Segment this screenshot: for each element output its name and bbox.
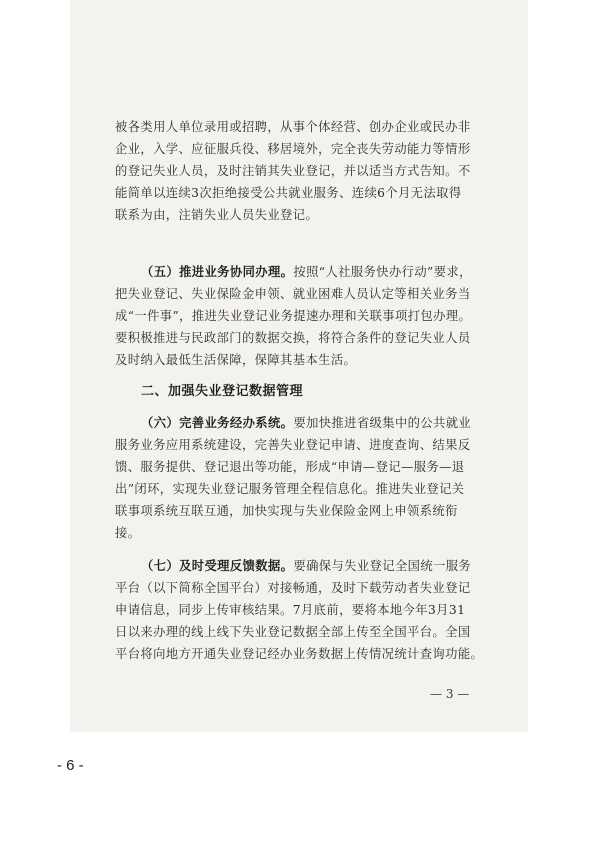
paragraph-3 <box>115 412 491 544</box>
outer-page-number: - 6 - <box>57 757 84 774</box>
text-line <box>115 412 491 434</box>
text-line: 出”闭环，实现失业登记服务管理全程信息化。推进失业登记关 <box>115 482 465 496</box>
text-line: 的登记失业人员，及时注销其失业登记，并以适当方式告知。不 <box>115 164 471 178</box>
text-line: 日以来办理的线上线下失业登记数据全部上传至全国平台。全国 <box>115 625 471 639</box>
section-lead: （五）推进业务协同办理。 <box>141 264 294 279</box>
text-line: 平台将向地方开通失业登记经办业务数据上传情况统计查询功能。 <box>115 647 484 661</box>
text-line <box>115 555 491 577</box>
text-line: 企业，入学、应征服兵役、移居境外，完全丧失劳动能力等情形 <box>115 142 471 156</box>
text-line: 平台（以下简称全国平台）对接畅通，及时下载劳动者失业登记 <box>115 581 471 595</box>
paragraph-1 <box>115 116 491 226</box>
paragraph-2 <box>115 261 491 371</box>
section-lead: （六）完善业务经办系统。 <box>141 415 294 430</box>
text-line: 成“一件事”，推进失业登记业务提速办理和关联事项打包办理。 <box>115 309 472 323</box>
inner-page-number: — 3 — <box>430 687 470 701</box>
section-lead: （七）及时受理反馈数据。 <box>141 558 294 573</box>
text-line: 申请信息，同步上传审核结果。7月底前，要将本地今年3月31 <box>115 603 466 617</box>
text-line: 馈、服务提供、登记退出等功能，形成“申请—登记—服务—退 <box>115 460 465 474</box>
text-line: 接。 <box>115 526 141 540</box>
text-line: 被各类用人单位录用或招聘，从事个体经营、创办企业或民办非 <box>115 120 471 134</box>
text-run: 要加快推进省级集中的公共就业 <box>293 416 472 430</box>
text-line: 要积极推进与民政部门的数据交换，将符合条件的登记失业人员 <box>115 331 471 345</box>
text-line: 把失业登记、失业保险金申领、就业困难人员认定等相关业务当 <box>115 287 471 301</box>
text-line: 联系为由，注销失业人员失业登记。 <box>115 208 319 222</box>
text-run: 按照“人社服务快办行动”要求， <box>293 265 472 279</box>
text-run: 要确保与失业登记全国统一服务 <box>293 559 472 573</box>
text-line <box>115 261 491 283</box>
text-line: 能简单以连续3次拒绝接受公共就业服务、连续6个月无法取得 <box>115 186 462 200</box>
section-heading: 二、加强失业登记数据管理 <box>141 384 304 399</box>
text-line: 服务业务应用系统建设，完善失业登记申请、进度查询、结果反 <box>115 438 471 452</box>
text-line: 及时纳入最低生活保障，保障其基本生活。 <box>115 353 357 367</box>
paragraph-4 <box>115 555 491 665</box>
text-line: 联事项系统互联互通，加快实现与失业保险金网上申领系统衔 <box>115 504 458 518</box>
